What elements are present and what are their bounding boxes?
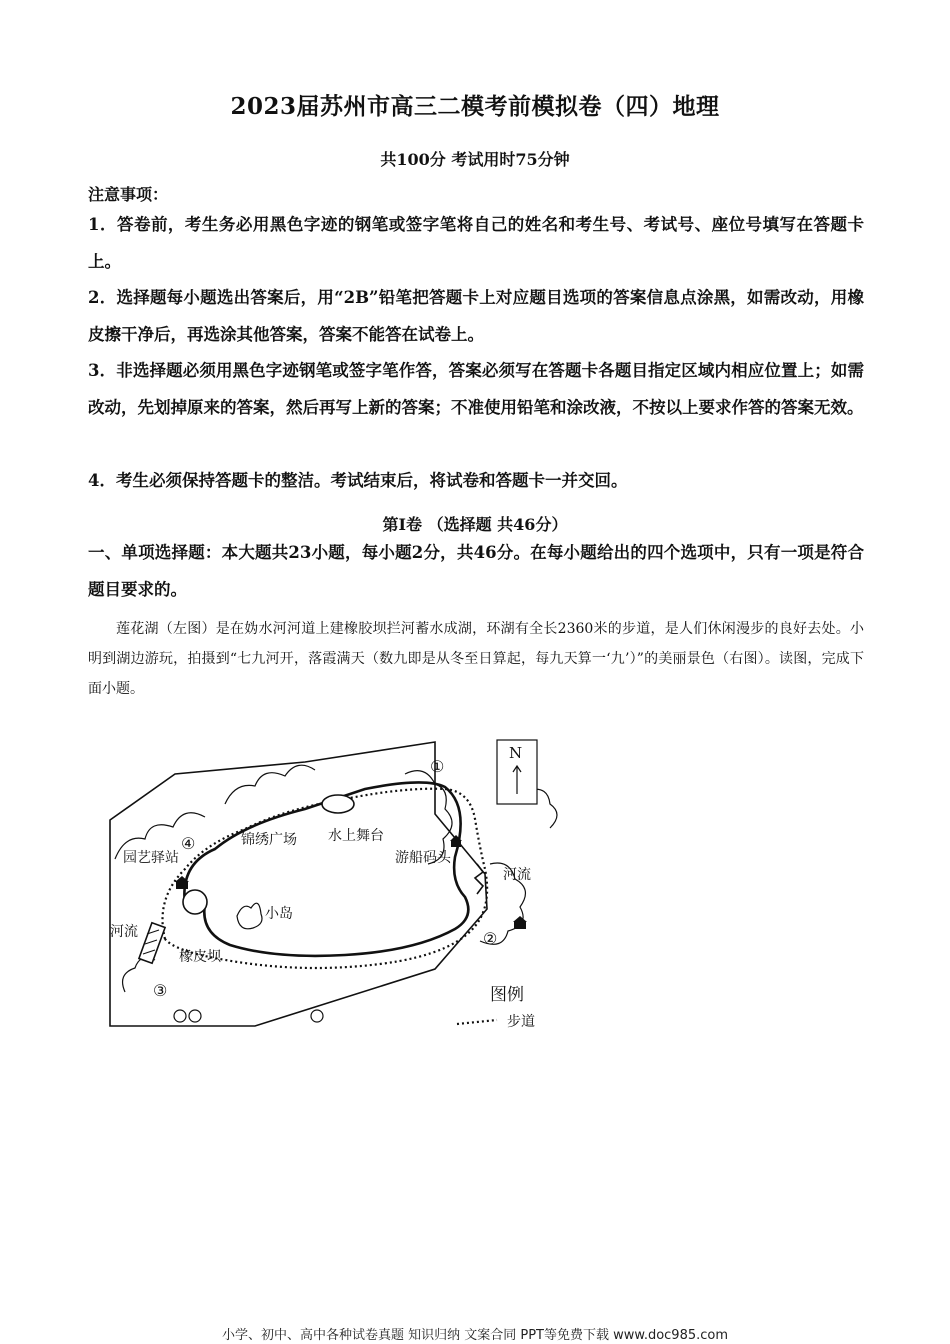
legend-path-label: 步道 (507, 1014, 535, 1030)
exam-subtitle: 共100分 考试用时75分钟 (380, 150, 570, 169)
note-item-2: 2．选择题每小题选出答案后，用“2B”铅笔把答题卡上对应题目选项的答案信息点涂黑，如需改动，用橡皮擦干净后，再选涂其他答案，答案不能答在试卷上。 (88, 288, 864, 344)
marker-4: ④ (181, 834, 196, 853)
legend-title: 图例 (490, 985, 524, 1005)
label-rubber-dam: 橡皮坝 (179, 949, 221, 965)
label-island: 小岛 (265, 906, 293, 922)
material-text: 莲花湖（左图）是在妫水河河道上建橡胶坝拦河蓄水成湖，环湖有全长2360米的步道，是人们休闲漫步的良好去处。小明到湖边游玩，拍摄到“七九河开，落霞满天（数九即是从冬至日算起，每九天算一‘九’）”的美丽景色（右图）。读图，完成下面小题。 (88, 621, 864, 697)
exam-title: 2023届苏州市高三二模考前模拟卷（四）地理 (230, 93, 720, 120)
marker-1: ① (430, 757, 445, 776)
legend-path-line (457, 1020, 497, 1024)
part1-title: 第Ⅰ卷 （选择题 共46分） (382, 515, 568, 534)
label-water-stage: 水上舞台 (328, 828, 384, 844)
garden-station-circle (183, 890, 207, 914)
section-heading: 一、单项选择题：本大题共23小题，每小题2分，共46分。在每小题给出的四个选项中，只有一项是符合题目要求的。 (88, 543, 864, 599)
marker-2: ② (483, 929, 498, 948)
north-label: N (509, 744, 523, 762)
label-river-right: 河流 (503, 867, 531, 883)
water-stage (322, 795, 354, 813)
river-zigzag (475, 864, 483, 894)
island (237, 903, 262, 929)
page-footer: 小学、初中、高中各种试卷真题 知识归纳 文案合同 PPT等免费下载 www.doc985.com (221, 1328, 729, 1343)
marker-3: ③ (153, 981, 168, 1000)
lake-walkway (163, 789, 488, 968)
label-river-left: 河流 (110, 924, 138, 940)
label-jinxiu-square: 锦绣广场 (241, 832, 297, 848)
note-item-3: 3．非选择题必须用黑色字迹钢笔或签字笔作答，答案必须写在答题卡各题目指定区域内相应位置上；如需改动，先划掉原来的答案，然后再写上新的答案；不准使用铅笔和涂改液，不按以上要求作答的答案无效。 (88, 361, 864, 417)
note-item-1: 1．答卷前，考生务必用黑色字迹的钢笔或签字笔将自己的姓名和考生号、考试号、座位号填写在答题卡上。 (88, 215, 864, 271)
note-item-4: 4．考生必须保持答题卡的整洁。考试结束后，将试卷和答题卡一并交回。 (88, 471, 628, 490)
notes-heading: 注意事项： (88, 185, 169, 204)
lotus-lake-map (105, 734, 575, 1034)
house-icon (513, 916, 527, 929)
label-boat-dock: 游船码头 (395, 850, 451, 866)
rubber-dam (139, 923, 165, 963)
label-garden-station: 园艺驿站 (123, 850, 179, 866)
